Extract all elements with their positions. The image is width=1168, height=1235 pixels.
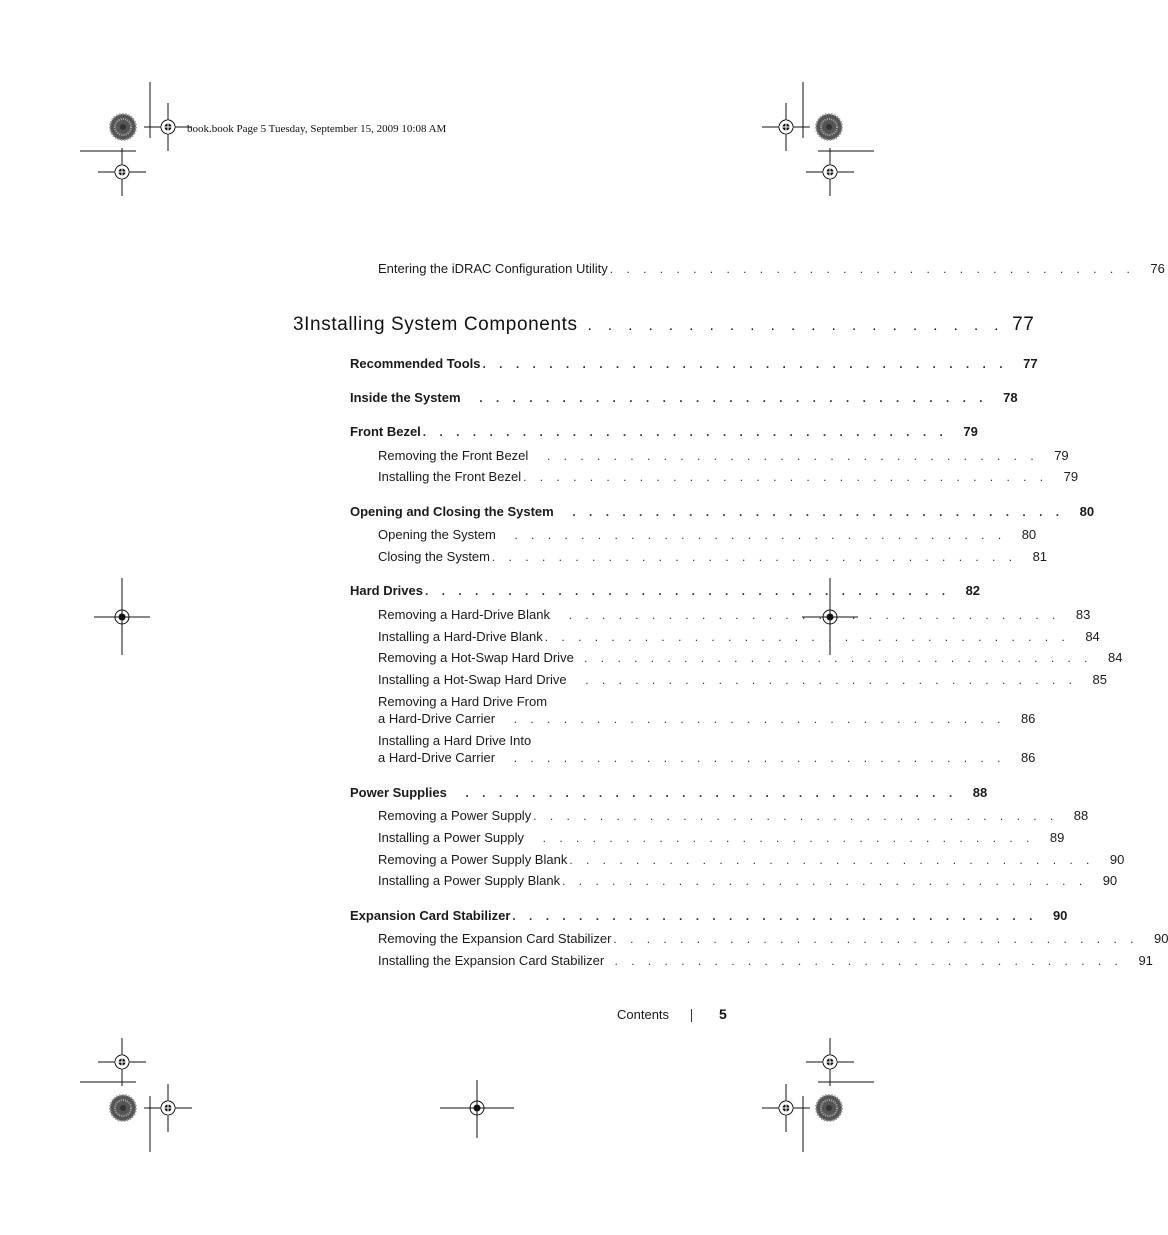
dot-leader: . . . . . . . . . . . . . . . . . . . . . . . . . . . . . .: [448, 786, 958, 800]
toc-entry-page: 81: [1032, 549, 1048, 564]
registration-crosshair-icon: [98, 148, 146, 196]
toc-entry[interactable]: [378, 548, 1048, 566]
toc-entry-page: 86: [1020, 750, 1036, 765]
toc-entry[interactable]: [378, 807, 1089, 825]
dot-leader: . . . . . . . . . . . . . . . . . . . . . . . . . . . . . . .: [606, 954, 1123, 968]
toc-section-page: 77: [1023, 356, 1038, 371]
toc-entry[interactable]: [378, 930, 1168, 948]
toc-entry-page: 90: [1109, 852, 1125, 867]
toc-entry-page: 79: [1063, 469, 1079, 484]
toc-entry[interactable]: [378, 526, 1037, 544]
dot-leader: . . . . . . . . . . . . . . . . . . . . . . . . . . . . . . . .: [523, 470, 1049, 484]
dot-leader: . . . . . . . . . . . . . . . . . . . . . . . . . . . . . .: [497, 751, 1006, 765]
toc-section[interactable]: [350, 907, 1068, 925]
dot-leader: . . . . . . . . . . . . . . . . . . . . . . . . . . . . . . . .: [533, 809, 1059, 823]
toc-entry-multiline[interactable]: [378, 732, 1036, 767]
toc-entry-title-line1: Removing a Hard Drive From: [378, 694, 548, 709]
toc-section-page: 90: [1052, 908, 1068, 923]
toc-entry-page: 76: [1150, 261, 1165, 276]
toc-section-page: 78: [1003, 390, 1018, 405]
toc-section[interactable]: [350, 784, 988, 802]
dot-leader: . . . . . . . . . . . . . . . . . . . . . . . . . . . . . .: [568, 673, 1077, 687]
toc-entry[interactable]: [378, 671, 1107, 689]
toc-entry-page: 83: [1075, 607, 1091, 622]
toc-entry[interactable]: [378, 829, 1065, 847]
toc-entry-page: 91: [1138, 953, 1153, 968]
toc-entry[interactable]: [378, 260, 1165, 278]
toc-entry[interactable]: [378, 872, 1118, 890]
registration-star-icon: [816, 1095, 842, 1121]
dot-leader: . . . . . . . . . . . . . . . . . . . . .: [587, 317, 1005, 334]
dot-leader: . . . . . . . . . . . . . . . . . . . . . . . . . . . . . .: [530, 449, 1039, 463]
toc-entry-title: Removing a Power Supply: [378, 808, 532, 823]
toc-entry-title: Installing a Power Supply Blank: [378, 873, 561, 888]
toc-entry-title: Removing a Power Supply Blank: [378, 852, 568, 867]
toc-section-title: Recommended Tools: [350, 356, 481, 371]
toc-section[interactable]: [350, 582, 981, 600]
dot-leader: . . . . . . . . . . . . . . . . . . . . . . . . . . . . . .: [555, 505, 1065, 519]
dot-leader: . . . . . . . . . . . . . . . . . . . . . . . . . . . . . .: [525, 831, 1035, 845]
chapter-page: 77: [1012, 314, 1035, 335]
dot-leader: . . . . . . . . . . . . . . . . . . . . . . . . . . . . . . . .: [422, 425, 948, 439]
registration-crosshair-icon: [806, 148, 854, 196]
toc-entry-page: 80: [1021, 527, 1037, 542]
toc-entry-title: Entering the iDRAC Configuration Utility: [378, 261, 608, 276]
toc-section-page: 80: [1079, 504, 1095, 519]
dot-leader: . . . . . . . . . . . . . . . . . . . . . . . . . . . . . . . .: [562, 874, 1088, 888]
registration-crosshair-icon: [144, 1084, 192, 1132]
toc-section[interactable]: [350, 355, 1038, 373]
toc-entry-title: Opening the System: [378, 527, 496, 542]
toc-entry-title-line2: a Hard-Drive Carrier: [378, 750, 496, 765]
dot-leader: . . . . . . . . . . . . . . . . . . . . . . . . . . . . . . . .: [613, 932, 1139, 946]
dot-leader: . . . . . . . . . . . . . . . . . . . . . . . . . . . . . . . .: [512, 909, 1038, 923]
toc-entry-page: 88: [1073, 808, 1089, 823]
toc-entry-page: 85: [1092, 672, 1107, 687]
dot-leader: . . . . . . . . . . . . . . . . . . . . . . . . . . . . . . .: [575, 651, 1093, 665]
toc-entry-multiline[interactable]: [378, 693, 1036, 728]
toc-entry[interactable]: [378, 952, 1153, 970]
registration-crosshair-icon: [98, 1038, 146, 1086]
dot-leader: . . . . . . . . . . . . . . . . . . . . . . . . . . . . . . . .: [569, 853, 1095, 867]
page-number: 5: [719, 1006, 727, 1022]
toc-section-title: Inside the System: [350, 390, 461, 405]
toc-section-page: 82: [965, 583, 981, 598]
dot-leader: . . . . . . . . . . . . . . . . . . . . . . . . . . . . . . . .: [482, 357, 1008, 371]
toc-entry-title: Installing a Hot-Swap Hard Drive: [378, 672, 567, 687]
toc-entry-title: Removing a Hot-Swap Hard Drive: [378, 650, 574, 665]
toc-entry-page: 84: [1108, 650, 1123, 665]
toc-entry-title-line2: a Hard-Drive Carrier: [378, 711, 496, 726]
toc-section-title: Front Bezel: [350, 424, 421, 439]
chapter-title: Installing System Components: [304, 314, 578, 335]
toc-entry-page: 90: [1153, 931, 1168, 946]
toc-entry-title: Removing a Hard-Drive Blank: [378, 607, 550, 622]
toc-entry[interactable]: [378, 851, 1125, 869]
toc-entry[interactable]: [378, 606, 1091, 624]
toc-entry-title: Installing a Hard-Drive Blank: [378, 629, 543, 644]
toc-entry[interactable]: [378, 447, 1069, 465]
dot-leader: . . . . . . . . . . . . . . . . . . . . . . . . . . . . . . . .: [492, 550, 1018, 564]
toc-entry-title: Closing the System: [378, 549, 490, 564]
toc-section-title: Power Supplies: [350, 785, 447, 800]
toc-entry-page: 89: [1049, 830, 1065, 845]
toc-entry-title: Removing the Front Bezel: [378, 448, 529, 463]
dot-leader: . . . . . . . . . . . . . . . . . . . . . . . . . . . . . . . .: [544, 630, 1070, 644]
dot-leader: . . . . . . . . . . . . . . . . . . . . . . . . . . . . . .: [551, 608, 1061, 622]
dot-leader: . . . . . . . . . . . . . . . . . . . . . . . . . . . . . . . .: [424, 584, 951, 598]
registration-crosshair-icon: [806, 1038, 854, 1086]
toc-entry-title-line1: Installing a Hard Drive Into: [378, 733, 532, 748]
dot-leader: . . . . . . . . . . . . . . . . . . . . . . . . . . . . . . . .: [609, 262, 1135, 276]
footer-section-label: Contents: [617, 1007, 670, 1022]
toc-entry-title: Installing the Front Bezel: [378, 469, 522, 484]
registration-star-icon: [110, 1095, 136, 1121]
toc-section-page: 79: [963, 424, 978, 439]
chapter-number: 3: [293, 314, 305, 335]
dot-leader: . . . . . . . . . . . . . . . . . . . . . . . . . . . . . .: [497, 712, 1006, 726]
toc-section[interactable]: [350, 423, 978, 441]
toc-entry-page: 79: [1054, 448, 1069, 463]
toc-section[interactable]: [350, 503, 1095, 521]
toc-entry-page: 90: [1102, 873, 1118, 888]
toc-section[interactable]: [350, 389, 1018, 407]
footer-divider: [691, 1009, 692, 1022]
toc-entry[interactable]: [378, 628, 1100, 646]
toc-section-title: Opening and Closing the System: [350, 504, 554, 519]
registration-star-icon: [110, 114, 136, 140]
registration-crosshair-icon: [144, 103, 192, 151]
toc-entry-page: 84: [1085, 629, 1100, 644]
dot-leader: . . . . . . . . . . . . . . . . . . . . . . . . . . . . . . .: [462, 391, 988, 405]
toc-entry-title: Installing a Power Supply: [378, 830, 524, 845]
chapter-heading[interactable]: [293, 314, 1035, 336]
toc-entry-page: 86: [1020, 711, 1036, 726]
toc-section-title: Expansion Card Stabilizer: [350, 908, 511, 923]
toc-section-page: 88: [972, 785, 988, 800]
toc-entry-title: Removing the Expansion Card Stabilizer: [378, 931, 612, 946]
toc-entry-title: Installing the Expansion Card Stabilizer: [378, 953, 605, 968]
print-header: book.book Page 5 Tuesday, September 15, 2009 10:08 AM: [187, 123, 447, 135]
toc-section-title: Hard Drives: [350, 583, 423, 598]
toc-entry[interactable]: [378, 649, 1123, 667]
registration-star-icon: [816, 114, 842, 140]
toc-entry[interactable]: [378, 468, 1079, 486]
dot-leader: . . . . . . . . . . . . . . . . . . . . . . . . . . . . . .: [497, 528, 1007, 542]
